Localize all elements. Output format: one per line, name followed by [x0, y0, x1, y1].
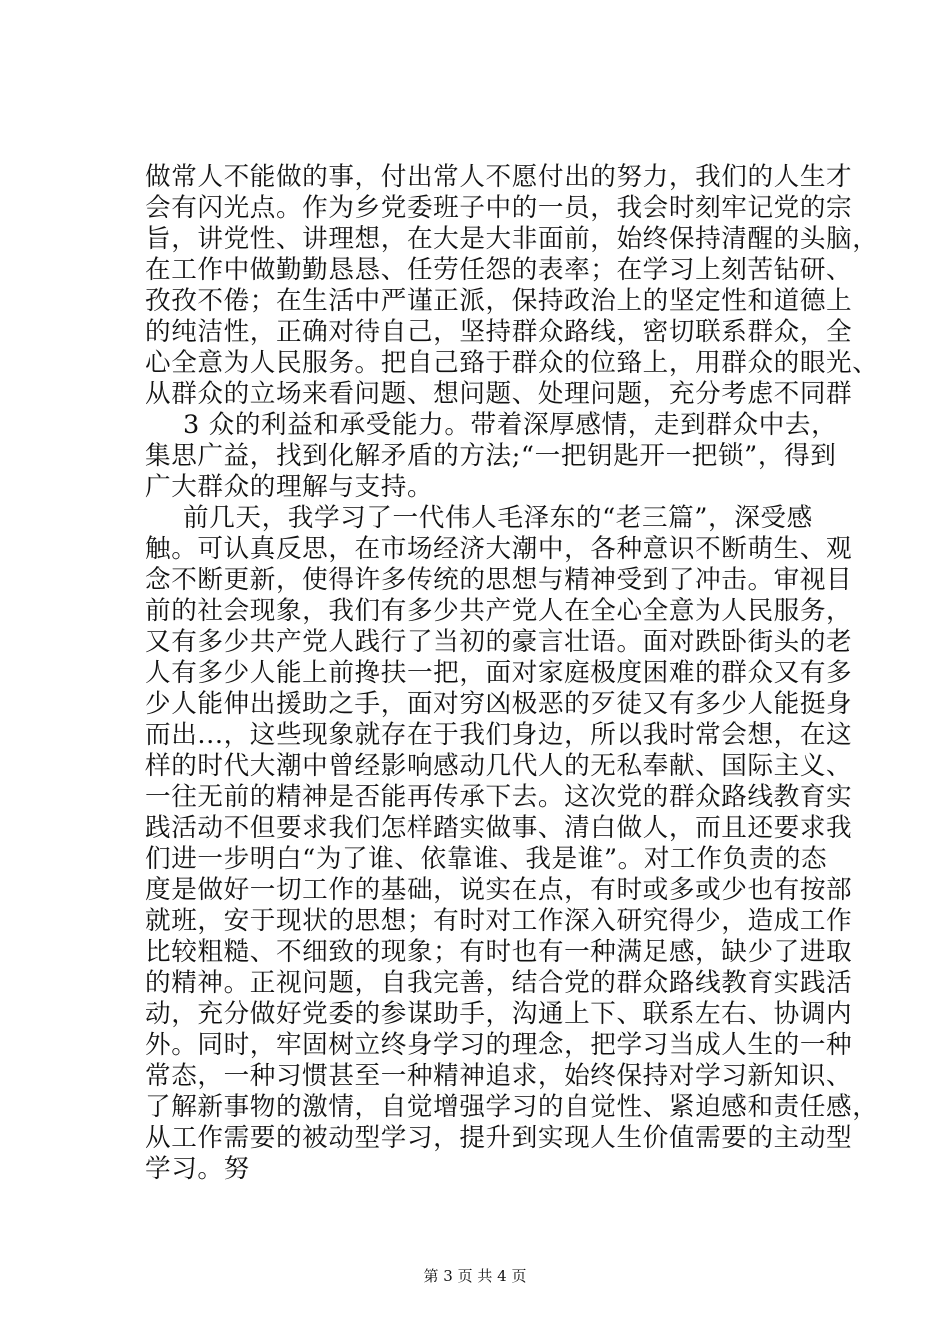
text-line: 比较粗糙、不细致的现象；有时也有一种满足感，缺少了进取 — [145, 937, 853, 967]
text-line: 的精神。正视问题，自我完善，结合党的群众路线教育实践活 — [145, 968, 853, 998]
text-line: 外。同时，牢固树立终身学习的理念，把学习当成人生的一种 — [145, 1030, 853, 1060]
text-line: 的纯洁性，正确对待自己，坚持群众路线，密切联系群众，全 — [145, 317, 853, 347]
text-line: 前几天，我学习了一代伟人毛泽东的“老三篇”，深受感 — [183, 503, 813, 533]
text-line: 孜孜不倦；在生活中严谨正派，保持政治上的坚定性和道德上 — [145, 286, 853, 316]
text-line: 旨，讲党性、讲理想，在大是大非面前，始终保持清醒的头脑， — [145, 224, 879, 254]
page-footer: 第 3 页 共 4 页 — [423, 1267, 527, 1285]
text-line: 动，充分做好党委的参谋助手，沟通上下、联系左右、协调内 — [145, 999, 853, 1029]
body-text — [145, 162, 879, 1185]
text-line: 常态，一种习惯甚至一种精神追求，始终保持对学习新知识、 — [145, 1061, 853, 1091]
text-line: 3 众的利益和承受能力。带着深厚感情，走到群众中去， — [183, 410, 838, 440]
text-line: 践活动不但要求我们怎样踏实做事、清白做人，而且还要求我 — [145, 813, 853, 843]
text-line: 学习。努 — [145, 1154, 250, 1184]
text-line: 集思广益，找到化解矛盾的方法;“一把钥匙开一把锁”，得到 — [145, 441, 837, 471]
text-line: 前的社会现象，我们有多少共产党人在全心全意为人民服务， — [145, 596, 853, 626]
text-line: 度是做好一切工作的基础，说实在点，有时或多或少也有按部 — [145, 875, 853, 905]
text-line: 广大群众的理解与支持。 — [145, 472, 434, 502]
text-line: 人有多少人能上前搀扶一把，面对家庭极度困难的群众又有多 — [145, 658, 853, 688]
text-line: 触。可认真反思，在市场经济大潮中，各种意识不断萌生、观 — [145, 534, 853, 564]
text-line: 一往无前的精神是否能再传承下去。这次党的群众路线教育实 — [145, 782, 853, 812]
text-line: 们进一步明白“为了谁、依靠谁、我是谁”。对工作负责的态 — [145, 844, 828, 874]
text-line: 念不断更新，使得许多传统的思想与精神受到了冲击。审视目 — [145, 565, 853, 595]
text-line: 做常人不能做的事，付出常人不愿付出的努力，我们的人生才 — [145, 162, 853, 192]
text-line: 从群众的立场来看问题、想问题、处理问题，充分考虑不同群 — [145, 379, 853, 409]
text-line: 从工作需要的被动型学习，提升到实现人生价值需要的主动型 — [145, 1123, 853, 1153]
text-line: 会有闪光点。作为乡党委班子中的一员，我会时刻牢记党的宗 — [145, 193, 853, 223]
text-line: 又有多少共产党人践行了当初的豪言壮语。面对跌卧街头的老 — [145, 627, 853, 657]
text-line: 了解新事物的激情，自觉增强学习的自觉性、紧迫感和责任感， — [145, 1092, 879, 1122]
text-line: 在工作中做勤勤恳恳、任劳任怨的表率；在学习上刻苦钻研、 — [145, 255, 853, 285]
text-line: 就班，安于现状的思想；有时对工作深入研究得少，造成工作 — [145, 906, 853, 936]
text-line: 而出...，这些现象就存在于我们身边，所以我时常会想，在这 — [145, 720, 853, 750]
text-line: 少人能伸出援助之手，面对穷凶极恶的歹徒又有多少人能挺身 — [145, 689, 853, 719]
text-line: 样的时代大潮中曾经影响感动几代人的无私奉献、国际主义、 — [145, 751, 853, 781]
text-line: 心全意为人民服务。把自己臵于群众的位臵上，用群众的眼光、 — [145, 348, 879, 378]
